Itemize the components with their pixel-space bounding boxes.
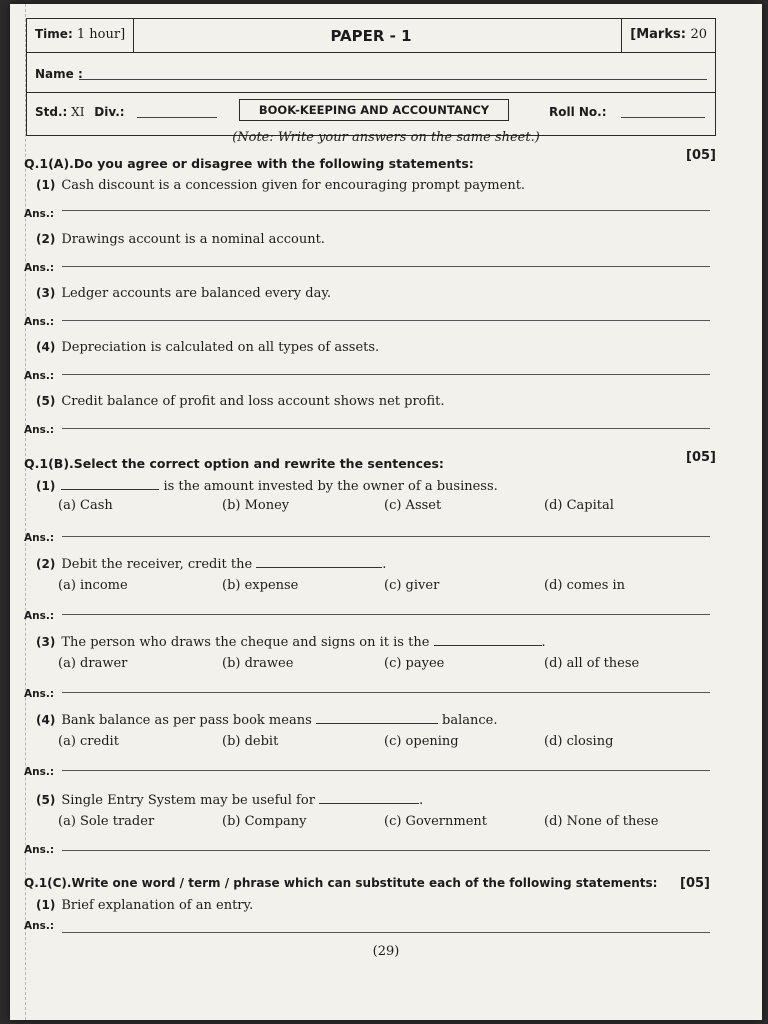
- q1b-item-3: [36, 634, 546, 650]
- q1b-item-2: [36, 556, 386, 572]
- option-a[interactable]: (a) credit: [58, 734, 119, 749]
- q1a-answer-1-line[interactable]: [62, 210, 710, 211]
- fill-blank: [316, 712, 438, 724]
- q1c-answer-1-line[interactable]: [62, 932, 710, 933]
- option-a[interactable]: (a) Cash: [58, 498, 113, 513]
- q1c-marks: [05]: [680, 876, 710, 891]
- q1a-item-4: [36, 340, 379, 355]
- option-a[interactable]: (a) income: [58, 578, 128, 593]
- item-number: (2): [36, 557, 56, 571]
- option-b[interactable]: (b) debit: [222, 734, 279, 749]
- q1a-item-5: [36, 394, 445, 409]
- answer-label: Ans.:: [24, 262, 55, 274]
- answer-label: Ans.:: [24, 532, 55, 544]
- option-b[interactable]: (b) expense: [222, 578, 299, 593]
- q1a-title: Q.1(A).Do you agree or disagree with the following statements:: [24, 156, 474, 171]
- q1b-options-5: [58, 814, 678, 832]
- marks-value: 20: [690, 27, 707, 42]
- q1b-marks: [05]: [686, 450, 716, 465]
- option-d[interactable]: (d) comes in: [544, 578, 626, 593]
- q1b-answer-3-line[interactable]: [62, 692, 710, 693]
- time-label: Time:: [35, 27, 73, 41]
- q1b-options-4: [58, 734, 678, 752]
- option-d[interactable]: (d) closing: [544, 734, 614, 749]
- std-value: XI: [71, 105, 85, 119]
- item-text-end: .: [541, 635, 546, 650]
- q1a-item-1: [36, 178, 525, 193]
- div-input-line[interactable]: [137, 117, 217, 118]
- option-c[interactable]: (c) giver: [384, 578, 440, 593]
- q1a-answer-3-line[interactable]: [62, 320, 710, 321]
- marks-field: [621, 19, 715, 53]
- q1a-marks: [05]: [686, 148, 716, 163]
- name-label: Name :: [35, 67, 83, 81]
- header-name-row: [27, 53, 715, 93]
- item-text: Credit balance of profit and loss account shows net profit.: [61, 394, 445, 409]
- option-b[interactable]: (b) Company: [222, 814, 307, 829]
- item-number: (2): [36, 232, 56, 246]
- option-d[interactable]: (d) None of these: [544, 814, 659, 829]
- q1b-item-5: [36, 792, 423, 808]
- option-c[interactable]: (c) Government: [384, 814, 488, 829]
- q1b-answer-4-line[interactable]: [62, 770, 710, 771]
- item-text: is the amount invested by the owner of a business.: [163, 479, 498, 494]
- marks-label: [Marks:: [630, 27, 686, 42]
- option-d[interactable]: (d) Capital: [544, 498, 614, 513]
- item-number: (4): [36, 713, 56, 727]
- fill-blank: [434, 634, 542, 646]
- exam-sheet: [10, 4, 762, 1020]
- fill-blank: [61, 478, 159, 490]
- answer-label: Ans.:: [24, 688, 55, 700]
- q1b-item-1: [36, 478, 498, 494]
- div-label: Div.:: [94, 105, 125, 119]
- q1a-answer-2-line[interactable]: [62, 266, 710, 267]
- paper-title: PAPER - 1: [330, 27, 412, 45]
- name-input-line[interactable]: [79, 79, 707, 80]
- q1b-answer-2-line[interactable]: [62, 614, 710, 615]
- answer-label: Ans.:: [24, 920, 55, 932]
- q1b-item-4: [36, 712, 498, 728]
- item-number: (1): [36, 898, 56, 912]
- note-text: (Note: Write your answers on the same sheet.): [232, 130, 540, 145]
- answer-label: Ans.:: [24, 424, 55, 436]
- item-text: The person who draws the cheque and signs on it is the: [61, 635, 430, 650]
- option-a[interactable]: (a) drawer: [58, 656, 128, 671]
- q1c-title: Q.1(C).Write one word / term / phrase which can substitute each of the following statements:: [24, 876, 658, 890]
- option-c[interactable]: (c) Asset: [384, 498, 442, 513]
- time-value: 1 hour]: [76, 27, 126, 42]
- q1b-answer-1-line[interactable]: [62, 536, 710, 537]
- item-number: (1): [36, 479, 56, 493]
- option-b[interactable]: (b) Money: [222, 498, 290, 513]
- std-label: Std.:: [35, 105, 68, 119]
- q1b-options-1: [58, 498, 678, 516]
- subject-title: BOOK-KEEPING AND ACCOUNTANCY: [239, 99, 509, 121]
- fill-blank: [319, 792, 419, 804]
- item-text: Brief explanation of an entry.: [61, 898, 254, 913]
- q1c-item-1: [36, 898, 253, 913]
- q1b-answer-5-line[interactable]: [62, 850, 710, 851]
- q1b-options-3: [58, 656, 678, 674]
- roll-no-input-line[interactable]: [621, 117, 705, 118]
- answer-label: Ans.:: [24, 208, 55, 220]
- option-d[interactable]: (d) all of these: [544, 656, 640, 671]
- page-number: (29): [372, 944, 400, 959]
- answer-label: Ans.:: [24, 766, 55, 778]
- item-number: (3): [36, 286, 56, 300]
- answer-label: Ans.:: [24, 844, 55, 856]
- q1b-options-2: [58, 578, 678, 596]
- item-text: Ledger accounts are balanced every day.: [61, 286, 332, 301]
- answer-label: Ans.:: [24, 316, 55, 328]
- item-text: Debit the receiver, credit the: [61, 557, 253, 572]
- option-a[interactable]: (a) Sole trader: [58, 814, 155, 829]
- fill-blank: [256, 556, 382, 568]
- std-field: [35, 105, 125, 119]
- q1a-answer-4-line[interactable]: [62, 374, 710, 375]
- q1a-answer-5-line[interactable]: [62, 428, 710, 429]
- roll-no-label: Roll No.:: [549, 105, 607, 119]
- item-number: (4): [36, 340, 56, 354]
- item-text: Bank balance as per pass book means: [61, 713, 312, 728]
- item-text: Single Entry System may be useful for: [61, 793, 315, 808]
- option-c[interactable]: (c) payee: [384, 656, 445, 671]
- q1a-item-3: [36, 286, 331, 301]
- item-text: Depreciation is calculated on all types of assets.: [61, 340, 380, 355]
- item-text-end: balance.: [442, 713, 498, 728]
- item-text: Drawings account is a nominal account.: [61, 232, 325, 247]
- header-top-row: [27, 19, 715, 53]
- q1b-title: Q.1(B).Select the correct option and rewrite the sentences:: [24, 456, 444, 471]
- item-text: Cash discount is a concession given for encouraging prompt payment.: [61, 178, 526, 193]
- item-number: (5): [36, 394, 56, 408]
- header-box: [26, 18, 716, 136]
- item-number: (1): [36, 178, 56, 192]
- q1a-item-2: [36, 232, 325, 247]
- answer-label: Ans.:: [24, 610, 55, 622]
- option-b[interactable]: (b) drawee: [222, 656, 294, 671]
- item-number: (5): [36, 793, 56, 807]
- answer-label: Ans.:: [24, 370, 55, 382]
- item-text-end: .: [419, 793, 424, 808]
- option-c[interactable]: (c) opening: [384, 734, 459, 749]
- item-text-end: .: [382, 557, 387, 572]
- item-number: (3): [36, 635, 56, 649]
